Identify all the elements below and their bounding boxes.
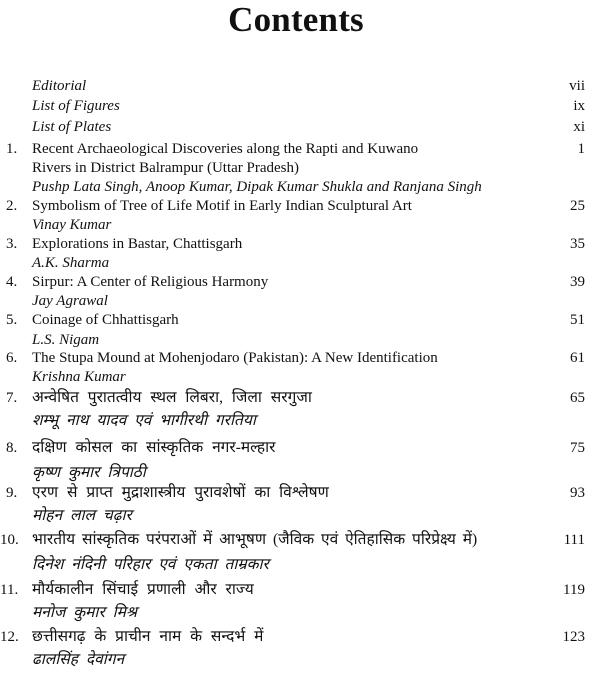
toc-entry-title: Sirpur: A Center of Religious Harmony (32, 274, 269, 290)
toc-entry-number: 7. (6, 390, 18, 406)
toc-entry-author: दिनेश नंदिनी परिहार एवं एकता ताम्रकार (32, 556, 269, 573)
toc-entry-author: मनोज कुमार मिश्र (32, 604, 137, 621)
toc-entry-number: 1. (6, 141, 18, 157)
toc-entry-author: Jay Agrawal (32, 293, 108, 309)
toc-entry-author: मोहन लाल चढ़ार (32, 507, 132, 524)
toc-entry-title: Symbolism of Tree of Life Motif in Early Indian Sculptural Art (32, 198, 412, 214)
toc-entry-4-author (0, 291, 600, 311)
toc-entry-8-author (0, 463, 600, 483)
toc-page-number: 119 (563, 582, 585, 598)
toc-page-number: 61 (570, 350, 585, 366)
toc-entry-author: L.S. Nigam (32, 332, 100, 348)
toc-entry-author: Pushp Lata Singh, Anoop Kumar, Dipak Kumar Shukla and Ranjana Singh (32, 179, 482, 195)
toc-entry-author: A.K. Sharma (32, 255, 110, 271)
toc-entry-number: 3. (6, 236, 18, 252)
toc-page-number: 93 (570, 485, 585, 501)
toc-entry-number: 10. (0, 532, 19, 548)
toc-entry-7-author (0, 411, 600, 431)
toc-page-number: 39 (570, 274, 585, 290)
toc-entry-title: छत्तीसगढ़ के प्राचीन नाम के सन्दर्भ में (32, 628, 264, 645)
toc-entry-title: दक्षिण कोसल का सांस्कृतिक नगर-मल्हार (32, 439, 276, 456)
toc-page-number: 65 (570, 390, 585, 406)
toc-entry-12-author (0, 650, 600, 670)
toc-page-number: xi (573, 119, 585, 135)
page-title: Contents (228, 0, 364, 39)
toc-entry-8 (0, 438, 600, 458)
toc-entry-4 (0, 272, 600, 292)
toc-entry-title: अन्वेषित पुरातत्वीय स्थल लिबरा, जिला सरगुजा (32, 389, 312, 406)
toc-entry-10 (0, 530, 600, 550)
toc-entry-3 (0, 234, 600, 254)
toc-page-number: ix (573, 98, 585, 114)
toc-entry-title: Coinage of Chhattisgarh (32, 312, 179, 328)
toc-entry-2 (0, 196, 600, 216)
toc-entry-12 (0, 627, 600, 647)
toc-entry-number: 4. (6, 274, 18, 290)
toc-entry-title: The Stupa Mound at Mohenjodaro (Pakistan): A New Identification (32, 350, 438, 366)
toc-entry-label: Editorial (32, 78, 87, 94)
toc-front-matter-list-of-plates (0, 117, 600, 137)
toc-entry-11-author (0, 603, 600, 623)
toc-page-number: 25 (570, 198, 585, 214)
toc-entry-7 (0, 388, 600, 408)
toc-entry-label: List of Plates (32, 119, 112, 135)
toc-entry-label: List of Figures (32, 98, 120, 114)
toc-entry-title: मौर्यकालीन सिंचाई प्रणाली और राज्य (32, 581, 254, 598)
toc-entry-1-author (0, 177, 600, 197)
toc-entry-5-author (0, 330, 600, 350)
toc-entry-6 (0, 348, 600, 368)
toc-entry-number: 6. (6, 350, 18, 366)
toc-entry-author: कृष्ण कुमार त्रिपाठी (32, 464, 146, 481)
toc-entry-title: Rivers in District Balrampur (Uttar Pradesh) (32, 160, 300, 176)
toc-entry-11 (0, 580, 600, 600)
toc-entry-10-author (0, 555, 600, 575)
toc-page-number: 123 (562, 629, 585, 645)
toc-entry-title: Recent Archaeological Discoveries along the Rapti and Kuwano (32, 141, 419, 157)
toc-entry-title: भारतीय सांस्कृतिक परंपराओं में आभूषण (जैविक एवं ऐतिहासिक परिप्रेक्ष्य में) (32, 531, 478, 548)
toc-entry-number: 11. (0, 582, 19, 598)
toc-entry-number: 8. (6, 440, 18, 456)
toc-front-matter-editorial (0, 76, 600, 96)
toc-page-number: 35 (570, 236, 585, 252)
toc-entry-6-author (0, 367, 600, 387)
toc-page-number: 111 (563, 532, 585, 548)
toc-entry-number: 9. (6, 485, 18, 501)
toc-entry-number: 12. (0, 629, 19, 645)
toc-entry-3-author (0, 253, 600, 273)
toc-entry-5 (0, 310, 600, 330)
toc-entry-author: ढालसिंह देवांगन (32, 651, 125, 668)
toc-entry-1-title-cont (0, 158, 600, 178)
toc-front-matter-list-of-figures (0, 96, 600, 116)
toc-entry-author: शम्भू नाथ यादव एवं भागीरथी गरतिया (32, 412, 256, 429)
toc-entry-2-author (0, 215, 600, 235)
toc-entry-author: Krishna Kumar (32, 369, 126, 385)
toc-entry-1 (0, 139, 600, 159)
toc-entry-number: 5. (6, 312, 18, 328)
toc-page-number: 1 (577, 141, 585, 157)
toc-page-number: 75 (570, 440, 585, 456)
toc-entry-number: 2. (6, 198, 18, 214)
toc-entry-author: Vinay Kumar (32, 217, 112, 233)
toc-page-number: 51 (570, 312, 585, 328)
toc-page-number: vii (569, 78, 585, 94)
toc-entry-9 (0, 483, 600, 503)
toc-entry-title: एरण से प्राप्त मुद्राशास्त्रीय पुरावशेषों का विश्लेषण (32, 484, 329, 501)
toc-entry-9-author (0, 506, 600, 526)
toc-entry-title: Explorations in Bastar, Chattisgarh (32, 236, 243, 252)
